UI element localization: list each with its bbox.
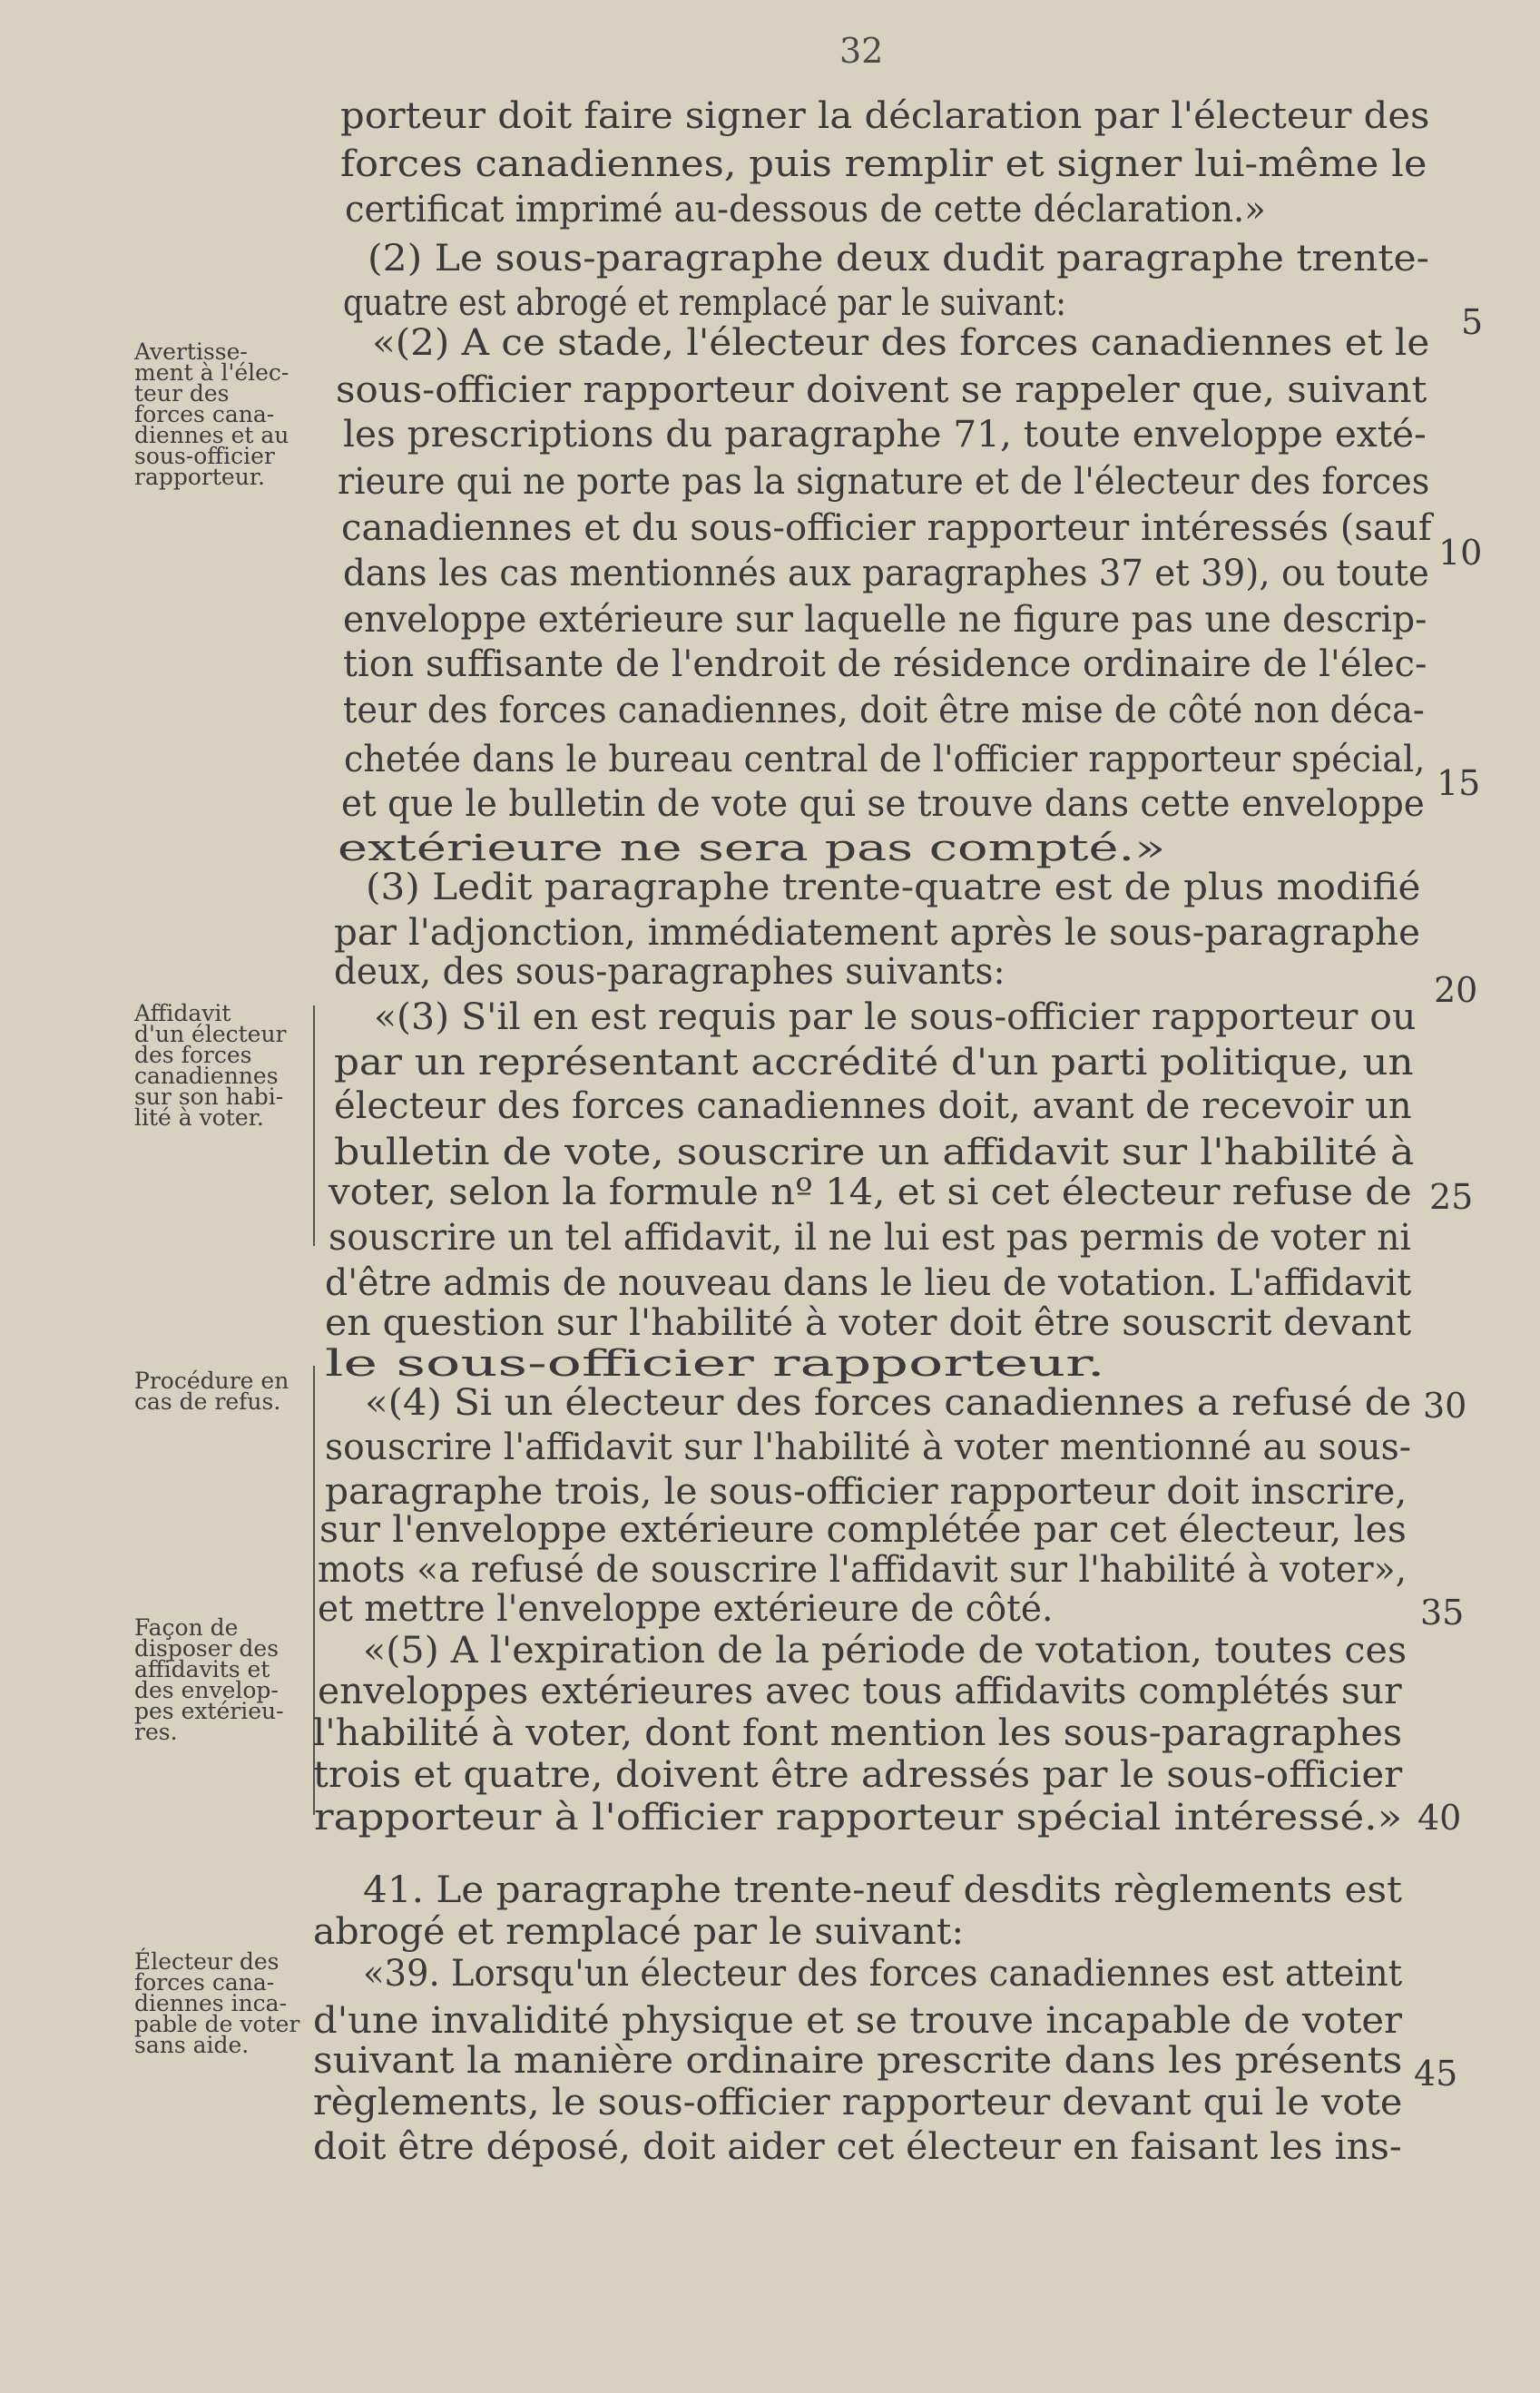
text-line: abrogé et remplacé par le suivant:: [313, 1911, 965, 1953]
text-line: souscrire un tel affidavit, il ne lui est pas permis de voter ni: [329, 1217, 1411, 1259]
margin-note-line: Avertisse-: [134, 338, 248, 365]
text-line: rieure qui ne porte pas la signature et de l'électeur des forces: [338, 461, 1430, 503]
text-line: (3) Ledit paragraphe trente-quatre est de plus modifié: [366, 867, 1421, 908]
margin-note-line: rapporteur.: [134, 464, 265, 490]
line-number: 25: [1429, 1177, 1474, 1217]
text-line: électeur des forces canadiennes doit, avant de recevoir un: [334, 1085, 1412, 1127]
margin-note-line: diennes inca-: [134, 1990, 288, 2016]
line-number: 15: [1437, 763, 1481, 803]
margin-note-line: d'un électeur: [134, 1021, 287, 1047]
text-line: «(4) Si un électeur des forces canadiennes a refusé de: [365, 1382, 1412, 1424]
margin-note-warning: [134, 338, 307, 490]
text-line: dans les cas mentionnés aux paragraphes 37 et 39), ou toute: [343, 553, 1429, 594]
text-line: mots «a refusé de souscrire l'affidavit sur l'habilité à voter»,: [318, 1549, 1408, 1591]
margin-note-affidavit: [134, 1000, 307, 1131]
text-line: sur l'enveloppe extérieure complétée par cet électeur, les: [319, 1509, 1407, 1551]
margin-note-line: pable de voter: [134, 2011, 300, 2037]
text-line: et que le bulletin de vote qui se trouve dans cette enveloppe: [341, 783, 1425, 825]
text-line: «(5) A l'expiration de la période de votation, toutes ces: [363, 1630, 1408, 1672]
text-line: extérieure ne sera pas compté.»: [338, 828, 1166, 869]
text-line: par l'adjonction, immédiatement après le sous-paragraphe: [334, 912, 1420, 954]
text-line: «39. Lorsqu'un électeur des forces canadiennes est atteint: [363, 1953, 1403, 1995]
margin-note-line: sans aide.: [134, 2032, 250, 2058]
text-line: paragraphe trois, le sous-officier rapporteur doit inscrire,: [325, 1471, 1408, 1513]
text-line: les prescriptions du paragraphe 71, toute enveloppe exté-: [343, 414, 1427, 456]
margin-note-line: Façon de: [134, 1614, 239, 1641]
text-line: d'être admis de nouveau dans le lieu de votation. L'affidavit: [325, 1262, 1412, 1304]
line-number: 30: [1423, 1386, 1467, 1426]
margin-note-line: sous-officier: [134, 443, 275, 469]
text-line: par un représentant accrédité d'un parti politique, un: [334, 1042, 1414, 1084]
text-line: 41. Le paragraphe trente-neuf desdits règlements est: [363, 1869, 1402, 1911]
margin-note-line: res.: [134, 1719, 178, 1745]
text-line: sous-officier rapporteur doivent se rappeler que, suivant: [336, 369, 1427, 411]
text-line: «(2) A ce stade, l'électeur des forces canadiennes et le: [372, 322, 1430, 364]
text-line: trois et quatre, doivent être adressés par le sous-officier: [313, 1754, 1403, 1796]
margin-note-line: diennes et au: [134, 422, 289, 448]
margin-note-line: lité à voter.: [134, 1104, 264, 1131]
text-line: l'habilité à voter, dont font mention les sous-paragraphes: [313, 1712, 1403, 1754]
margin-note-line: affidavits et: [134, 1656, 270, 1682]
margin-note-line: ment à l'élec-: [134, 359, 289, 386]
margin-rule-1: [313, 1005, 315, 1246]
text-line: tion suffisante de l'endroit de résidence ordinaire de l'élec-: [343, 643, 1427, 685]
line-number: 40: [1417, 1798, 1462, 1838]
text-line: d'une invalidité physique et se trouve incapable de voter: [313, 2000, 1402, 2042]
text-line: porteur doit faire signer la déclaration par l'électeur des: [340, 95, 1430, 137]
text-line: voter, selon la formule nº 14, et si cet électeur refuse de: [329, 1172, 1412, 1213]
margin-note-line: disposer des: [134, 1635, 280, 1662]
text-line: bulletin de vote, souscrire un affidavit sur l'habilité à: [334, 1132, 1415, 1173]
margin-note-line: des envelop-: [134, 1677, 279, 1703]
text-line: chetée dans le bureau central de l'officier rapporteur spécial,: [344, 739, 1426, 780]
text-line: le sous-officier rapporteur.: [325, 1343, 1105, 1385]
margin-note-line: forces cana-: [134, 1969, 275, 1996]
text-line: enveloppe extérieure sur laquelle ne figure pas une descrip-: [343, 599, 1427, 641]
margin-note-line: pes extérieu-: [134, 1698, 284, 1724]
text-line: «(3) S'il en est requis par le sous-officier rapporteur ou: [374, 996, 1417, 1038]
text-line: certificat imprimé au-dessous de cette déclaration.»: [345, 189, 1266, 230]
text-line: souscrire l'affidavit sur l'habilité à voter mentionné au sous-: [325, 1427, 1411, 1468]
line-number: 20: [1434, 970, 1478, 1010]
margin-note-line: forces cana-: [134, 401, 275, 427]
margin-note-line: canadiennes: [134, 1063, 279, 1089]
margin-note-refusal-procedure: [134, 1368, 307, 1415]
margin-note-line: des forces: [134, 1042, 252, 1068]
text-line: enveloppes extérieures avec tous affidavits complétés sur: [318, 1671, 1402, 1712]
text-line: doit être déposé, doit aider cet électeur en faisant les ins-: [313, 2126, 1402, 2168]
text-line: teur des forces canadiennes, doit être mise de côté non déca-: [343, 690, 1425, 731]
text-line: forces canadiennes, puis remplir et signer lui-même le: [340, 143, 1427, 185]
margin-note-line: cas de refus.: [134, 1388, 281, 1415]
margin-note-line: Procédure en: [134, 1368, 289, 1394]
margin-note-line: Affidavit: [134, 1000, 231, 1026]
text-line: et mettre l'enveloppe extérieure de côté.: [318, 1588, 1054, 1630]
text-line: quatre est abrogé et remplacé par le suivant:: [343, 282, 1066, 324]
line-number: 5: [1461, 302, 1484, 342]
margin-note-disposal: [134, 1614, 307, 1745]
text-line: canadiennes et du sous-officier rapporteur intéressés (sauf: [341, 507, 1432, 549]
margin-note-line: teur des: [134, 380, 230, 407]
text-line: rapporteur à l'officier rapporteur spécial intéressé.»: [314, 1797, 1403, 1839]
margin-note-line: sur son habi-: [134, 1084, 284, 1110]
margin-note-line: Électeur des: [134, 1948, 280, 1975]
text-line: suivant la manière ordinaire prescrite dans les présents: [313, 2040, 1403, 2082]
line-number: 45: [1414, 2054, 1458, 2094]
margin-note-incapable-elector: [134, 1948, 307, 2058]
text-line: (2) Le sous-paragraphe deux dudit paragraphe trente-: [368, 238, 1429, 280]
line-number: 35: [1420, 1593, 1465, 1633]
text-line: règlements, le sous-officier rapporteur devant qui le vote: [313, 2082, 1403, 2123]
text-line: en question sur l'habilité à voter doit être souscrit devant: [325, 1302, 1412, 1344]
page-number: 32: [839, 31, 884, 71]
text-line: deux, des sous-paragraphes suivants:: [334, 951, 1005, 993]
line-number: 10: [1438, 533, 1483, 573]
